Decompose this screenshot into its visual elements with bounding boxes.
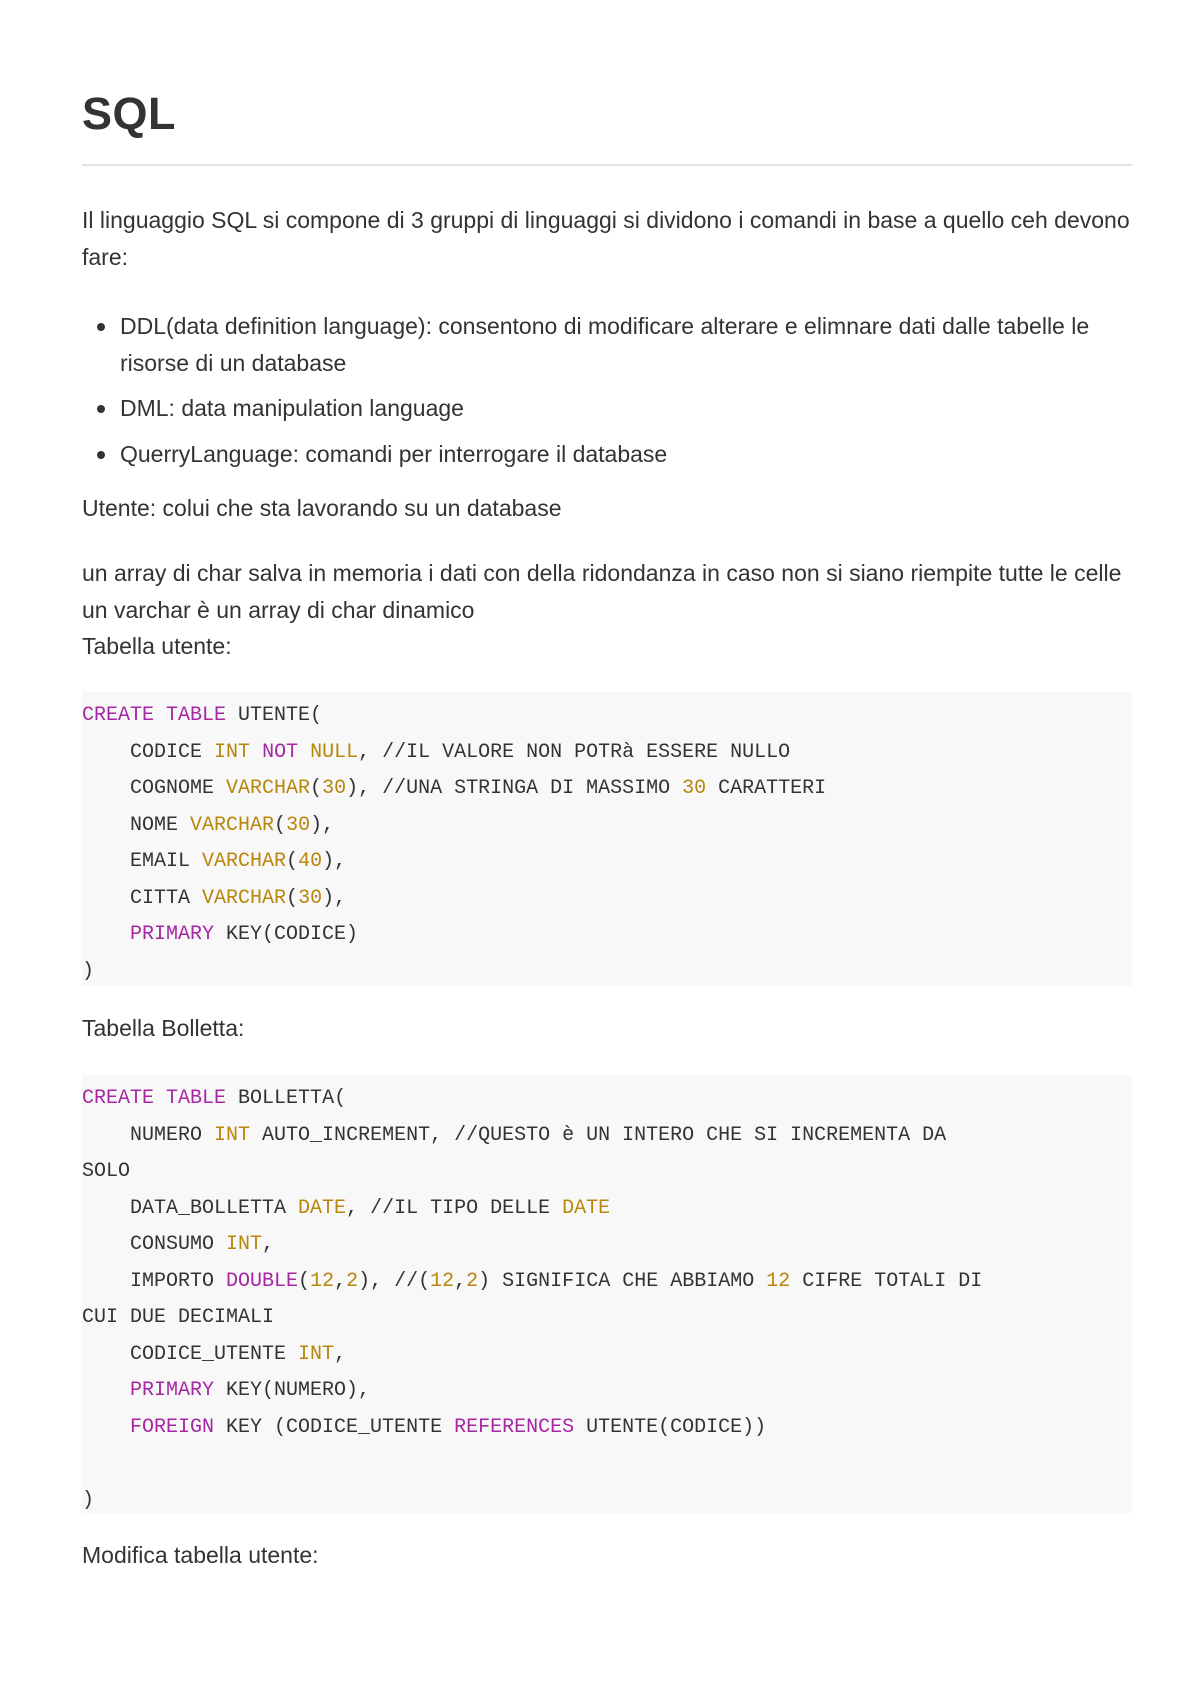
code-token: BOLLETTA(	[226, 1087, 347, 1110]
code-token: ,	[334, 1269, 347, 1293]
code-token: 12	[430, 1269, 455, 1293]
code-line	[82, 1264, 1132, 1301]
code-token: ) SIGNIFICA CHE ABBIAMO	[478, 1269, 767, 1293]
code-token: NULL	[310, 740, 359, 764]
code-token: INT	[214, 1123, 251, 1147]
code-token: DOUBLE	[226, 1269, 299, 1293]
code-token: CITTA	[82, 886, 203, 910]
code-token: ,	[334, 1342, 347, 1366]
code-token: 12	[310, 1269, 335, 1293]
code-token: (	[286, 850, 299, 873]
code-line	[82, 1410, 1132, 1447]
code-token: ),	[322, 850, 347, 873]
code-line	[82, 1081, 1132, 1118]
code-token: INT	[226, 1233, 263, 1256]
list-item	[82, 308, 1132, 381]
code-line	[82, 917, 1132, 954]
code-token: VARCHAR	[202, 850, 287, 873]
code-block-utente	[82, 692, 1132, 986]
code-block-bolletta	[82, 1075, 1132, 1513]
code-token: VARCHAR	[190, 813, 275, 837]
code-line	[82, 735, 1132, 772]
code-line	[82, 1337, 1132, 1374]
code-token: TABLE	[166, 1087, 227, 1110]
code-token: 30	[322, 777, 347, 800]
code-token: KEY (CODICE_UTENTE	[214, 1415, 455, 1439]
code-token: INT	[214, 740, 251, 764]
code-token: 2	[466, 1269, 479, 1293]
code-token: KEY(NUMERO),	[214, 1379, 371, 1402]
code-token: (	[298, 1269, 311, 1293]
code-token: FOREIGN	[130, 1415, 215, 1439]
list-item	[82, 390, 1132, 427]
bullet-icon	[97, 451, 105, 459]
code-token: ),	[310, 813, 335, 837]
code-token: 12	[766, 1269, 791, 1293]
page-title: SQL	[82, 88, 177, 139]
code-token: CIFRE TOTALI DI	[790, 1269, 983, 1293]
code-line	[82, 844, 1132, 881]
code-token: CREATE	[82, 704, 155, 727]
code-token: ), //(	[358, 1269, 431, 1293]
intro-paragraph: Il linguaggio SQL si compone di 3 gruppi di linguaggi si dividono i comandi in base a quello ceh devono fare:	[82, 207, 1130, 270]
code-token: 30	[286, 813, 311, 837]
code-token: ), //UNA STRINGA DI MASSIMO	[346, 777, 683, 800]
code-token: PRIMARY	[130, 923, 215, 946]
code-token: UTENTE(	[226, 704, 323, 727]
code-token: IMPORTO	[82, 1269, 227, 1293]
code-token: DATE	[298, 1196, 347, 1220]
code-token: , //IL VALORE NON POTRà ESSERE NULLO	[358, 740, 791, 764]
code-token: CREATE	[82, 1087, 155, 1110]
array-paragraph	[82, 555, 1132, 665]
code-token: COGNOME	[82, 777, 227, 800]
code-line	[82, 1446, 1132, 1483]
code-token: (	[310, 777, 323, 800]
tabella-utente-label: Tabella utente:	[82, 633, 232, 659]
utente-paragraph: Utente: colui che sta lavorando su un database	[82, 495, 562, 521]
code-line	[82, 1300, 1132, 1337]
code-line	[82, 808, 1132, 845]
list-item-text: QuerryLanguage: comandi per interrogare il database	[120, 440, 668, 467]
code-token: UTENTE(CODICE))	[574, 1415, 767, 1439]
code-token	[82, 1416, 130, 1439]
code-token: VARCHAR	[226, 777, 311, 800]
code-token: CODICE	[82, 740, 215, 764]
code-line	[82, 1483, 1132, 1520]
modifica-label: Modifica tabella utente:	[82, 1542, 319, 1568]
code-token: EMAIL	[82, 850, 203, 873]
list-item-text: DML: data manipulation language	[120, 395, 464, 421]
code-token: ,	[454, 1269, 467, 1293]
code-token: ,	[262, 1233, 275, 1256]
code-token: NOME	[82, 813, 191, 837]
code-line	[82, 881, 1132, 918]
code-token: VARCHAR	[202, 886, 287, 910]
title-divider	[82, 164, 1132, 166]
language-groups-list	[82, 308, 1132, 481]
code-token: 2	[346, 1269, 359, 1293]
code-token: )	[82, 959, 95, 983]
code-token	[82, 923, 130, 946]
code-token	[250, 741, 262, 764]
code-token: (	[274, 813, 287, 837]
code-token: PRIMARY	[130, 1379, 215, 1402]
code-token: REFERENCES	[454, 1415, 575, 1439]
array-line-2: un varchar è un array di char dinamico	[82, 596, 475, 623]
bullet-icon	[97, 405, 105, 413]
tabella-bolletta-label: Tabella Bolletta:	[82, 1015, 245, 1041]
code-token: )	[82, 1488, 95, 1512]
code-line	[82, 1191, 1132, 1228]
code-token: INT	[298, 1342, 335, 1366]
code-token: NOT	[262, 740, 299, 764]
code-token: CODICE_UTENTE	[82, 1342, 299, 1366]
code-token: 40	[298, 850, 323, 873]
code-token	[154, 704, 166, 727]
code-token: 30	[298, 886, 323, 910]
code-token: KEY(CODICE)	[214, 923, 359, 946]
code-token	[154, 1087, 166, 1110]
code-line	[82, 1118, 1132, 1155]
code-line	[82, 771, 1132, 808]
code-line	[82, 698, 1132, 735]
code-token: 30	[682, 777, 707, 800]
code-token: CUI DUE DECIMALI	[82, 1306, 275, 1329]
code-token: NUMERO	[82, 1123, 215, 1147]
code-line	[82, 1373, 1132, 1410]
code-line	[82, 1227, 1132, 1264]
code-token: , //IL TIPO DELLE	[346, 1196, 563, 1220]
code-token: DATE	[562, 1196, 611, 1220]
list-item-text: DDL(data definition language): consentono di modificare alterare e elimnare dati dalle tabelle le risorse di un database	[120, 313, 1090, 376]
code-token	[82, 1379, 130, 1402]
code-token: DATA_BOLLETTA	[82, 1196, 299, 1220]
code-token: AUTO_INCREMENT, //QUESTO è UN INTERO CHE SI INCREMENTA DA	[250, 1123, 947, 1147]
code-token: TABLE	[166, 704, 227, 727]
code-token: (	[286, 886, 299, 910]
code-line	[82, 954, 1132, 991]
code-token	[298, 741, 310, 764]
code-token: SOLO	[82, 1160, 131, 1183]
code-token: ),	[322, 886, 347, 910]
array-line-1: un array di char salva in memoria i dati con della ridondanza in caso non si siano riempite tutte le celle	[82, 560, 1122, 586]
code-line	[82, 1154, 1132, 1191]
bullet-icon	[97, 323, 105, 331]
list-item	[82, 436, 1132, 473]
code-token: CONSUMO	[82, 1233, 227, 1256]
code-token: CARATTERI	[706, 777, 827, 800]
